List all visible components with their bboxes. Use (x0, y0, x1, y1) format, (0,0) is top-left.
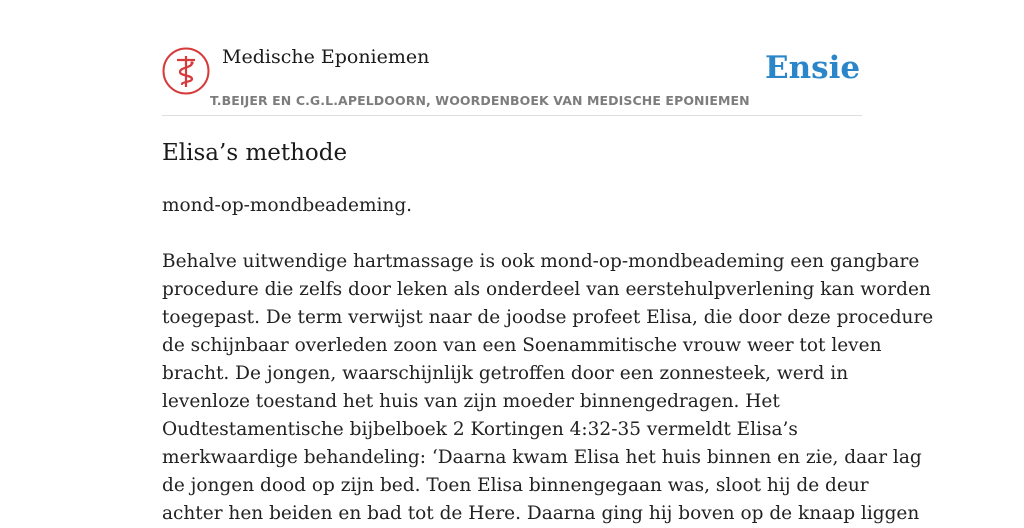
body-line: levenloze toestand het huis van zijn moeder binnengedragen. Het (162, 391, 780, 412)
header-divider (162, 115, 862, 116)
entry-definition: mond-op-mondbeademing. (162, 195, 413, 216)
brand-logo[interactable]: Ensie (765, 50, 861, 86)
caduceus-icon[interactable] (162, 47, 210, 95)
body-line: de schijnbaar overleden zoon van een Soenammitische vrouw weer tot leven (162, 335, 882, 356)
body-line: bracht. De jongen, waarschijnlijk getroffen door een zonnesteek, werd in (162, 363, 849, 384)
body-line: de jongen dood op zijn bed. Toen Elisa binnengegaan was, sloot hij de deur (162, 475, 869, 496)
body-line: achter hen beiden en bad tot de Here. Daarna ging hij boven op de knaap liggen (162, 503, 920, 524)
body-line: procedure die zelfs door leken als onderdeel van eerstehulpverlening kan worden (162, 279, 931, 300)
body-line: merkwaardige behandeling: ‘Daarna kwam Elisa het huis binnen en zie, daar lag (162, 447, 922, 468)
body-line: Behalve uitwendige hartmassage is ook mond-op-mondbeademing een gangbare (162, 251, 920, 272)
source-authors: T.BEIJER EN C.G.L.APELDOORN, WOORDENBOEK VAN MEDISCHE EPONIEMEN (210, 93, 750, 108)
body-line: Oudtestamentische bijbelboek 2 Kortingen 4:32-35 vermeldt Elisa’s (162, 419, 798, 440)
entry-body (162, 248, 934, 528)
entry-title: Elisa’s methode (162, 140, 348, 166)
body-line: toegepast. De term verwijst naar de joodse profeet Elisa, die door deze procedure (162, 307, 934, 328)
source-title[interactable]: Medische Eponiemen (222, 46, 430, 68)
